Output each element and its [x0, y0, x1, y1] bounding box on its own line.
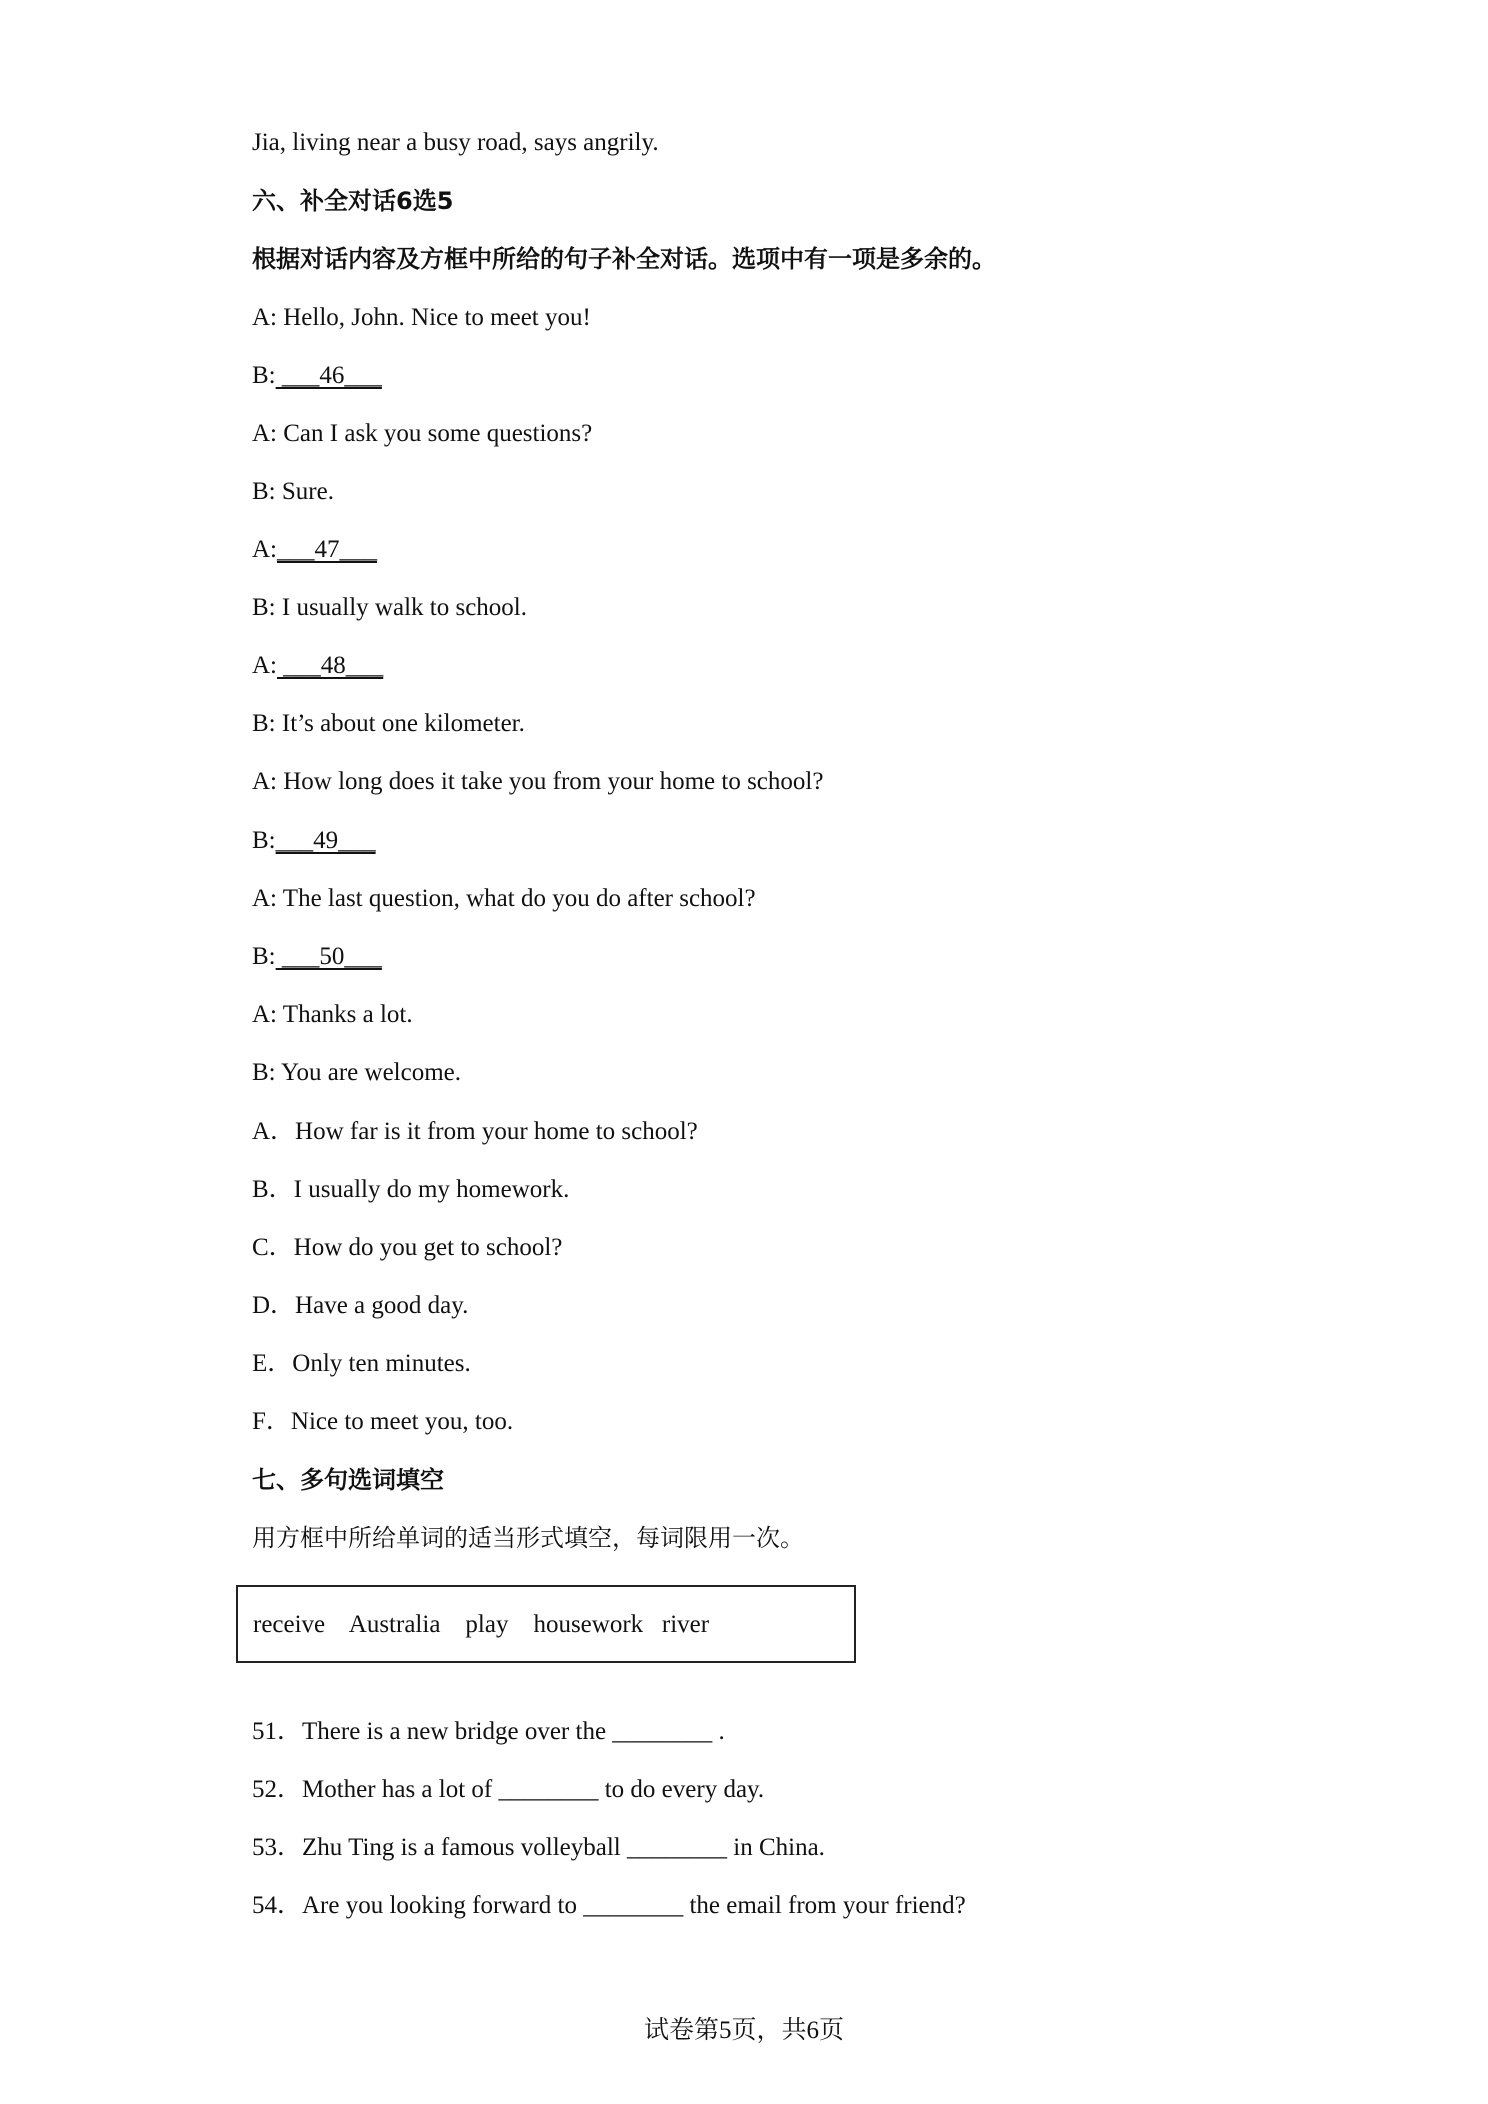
question-52: 52．Mother has a lot of ________ to do every day. — [252, 1776, 765, 1803]
section6-heading: 六、补全对话6选5 — [252, 187, 454, 215]
section6-instruction: 根据对话内容及方框中所给的句子补全对话。选项中有一项是多余的。 — [252, 245, 996, 273]
option-f: F．Nice to meet you, too. — [252, 1408, 514, 1435]
section7-heading: 七、多句选词填空 — [252, 1466, 444, 1494]
blank-50: ___50___ — [275, 943, 382, 970]
option-b: B．I usually do my homework. — [252, 1176, 570, 1203]
option-c: C．How do you get to school? — [252, 1234, 563, 1261]
dialogue-line: A: Thanks a lot. — [252, 1001, 413, 1028]
dialogue-line: A: The last question, what do you do after school? — [252, 885, 756, 912]
question-53: 53．Zhu Ting is a famous volleyball ________ in China. — [252, 1834, 825, 1861]
dialogue-line: B:___49___ — [252, 827, 376, 854]
blank-47: ___47___ — [277, 536, 377, 563]
blank-48: ___48___ — [277, 652, 384, 679]
question-51: 51．There is a new bridge over the ________ . — [252, 1718, 725, 1745]
dialogue-line: B: ___50___ — [252, 943, 382, 970]
option-a: A．How far is it from your home to school? — [252, 1118, 698, 1145]
dialogue-line: B: ___46___ — [252, 362, 382, 389]
word-box — [236, 1585, 856, 1663]
page-footer: 试卷第5页，共6页 — [643, 2017, 844, 2044]
section7-instruction: 用方框中所给单词的适当形式填空，每词限用一次。 — [252, 1524, 804, 1552]
intro-line: Jia, living near a busy road, says angrily. — [252, 129, 659, 156]
dialogue-line: B: It’s about one kilometer. — [252, 710, 525, 737]
blank-46: ___46___ — [275, 362, 382, 389]
dialogue-line: B: Sure. — [252, 478, 334, 505]
dialogue-line: B: I usually walk to school. — [252, 594, 527, 621]
dialogue-line: A: Hello, John. Nice to meet you! — [252, 304, 591, 331]
dialogue-line: B: You are welcome. — [252, 1059, 462, 1086]
blank-49: ___49___ — [275, 827, 376, 854]
dialogue-line: A: ___48___ — [252, 652, 384, 679]
option-e: E．Only ten minutes. — [252, 1350, 471, 1377]
option-d: D．Have a good day. — [252, 1292, 469, 1319]
dialogue-line: A:___47___ — [252, 536, 377, 563]
question-54: 54．Are you looking forward to ________ the email from your friend? — [252, 1892, 966, 1919]
dialogue-line: A: How long does it take you from your home to school? — [252, 768, 824, 795]
word-list: receive Australia play housework river — [253, 1611, 710, 1638]
dialogue-line: A: Can I ask you some questions? — [252, 420, 593, 447]
